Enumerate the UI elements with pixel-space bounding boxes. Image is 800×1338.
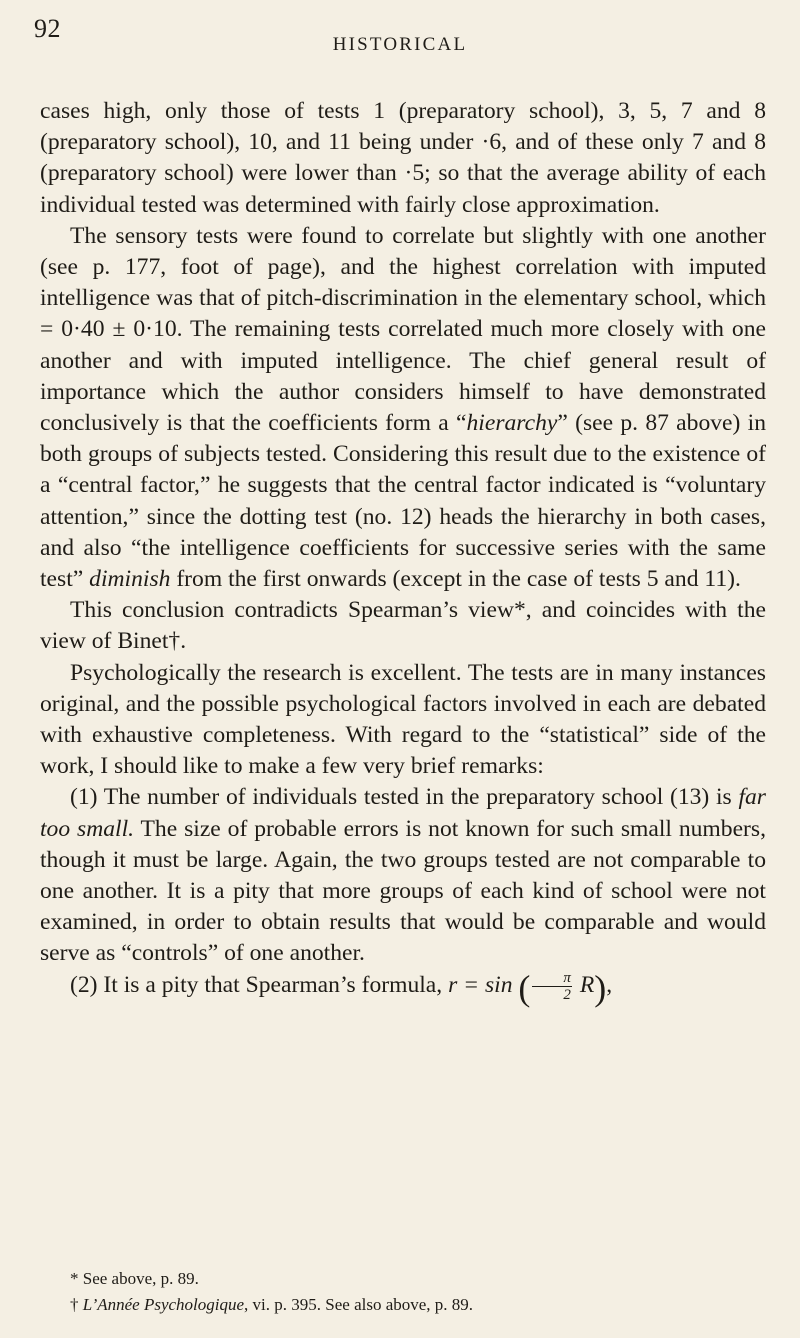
paragraph-6-text: (2) It is a pity that Spearman’s formula,: [70, 971, 449, 998]
footnote-2-mark: †: [70, 1295, 83, 1314]
paragraph-2-part-a: The sensory tests were found to correlate but slightly with one another (see p. 177, foot of page), and the highest correlation with imputed intelligence was that of pitch-discrimination in the elementary school, which = 0·40 ± 0·10. The remaining tests correlated much more closely with one another and with imputed intelligence. The chief general result of importance which the author considers himself to have demonstrated conclusively is that the coefficients form a “: [40, 222, 766, 437]
running-head: HISTORICAL: [332, 34, 468, 55]
footnote-1: * See above, p. 89.: [70, 1269, 199, 1288]
formula-open-paren: (: [518, 967, 531, 1008]
spearman-formula: [448, 967, 607, 1008]
far-too-small-emphasis: far too small.: [40, 784, 766, 842]
body-text: [40, 96, 766, 1008]
fraction-numerator: π: [532, 970, 572, 987]
paragraph-2-part-c: from the first onwards (except in the case of tests 5 and 11).: [170, 566, 741, 593]
paragraph-4: Psychologically the research is excellent. The tests are in many instances original, and the possible psychological factors involved in each are debated with exhaustive completeness. With regard to the “statistical” side of the work, I should like to make a few very brief remarks:: [40, 659, 766, 780]
fraction-denominator: 2: [563, 986, 571, 1003]
paragraph-6: [40, 967, 766, 1008]
formula-trailing-comma: ,: [606, 971, 613, 998]
paragraph-5-part-a: (1) The number of individuals tested in the preparatory school (13) is: [70, 784, 739, 811]
page-number: 92: [34, 14, 61, 43]
hierarchy-emphasis: hierarchy: [466, 410, 558, 437]
formula-lhs: r = sin: [448, 971, 513, 998]
paragraph-5: [40, 782, 766, 969]
paragraph-1: cases high, only those of tests 1 (preparatory school), 3, 5, 7 and 8 (preparatory school), 10, and 11 being under ·6, and of these only 7 and 8 (preparatory school) were lower than ·5; so that the average ability of each individual tested was determined with fairly close approximation.: [40, 98, 766, 218]
footnotes: [70, 1266, 770, 1318]
formula-close-paren: ): [594, 967, 607, 1008]
paragraph-3: This conclusion contradicts Spearman’s view*, and coincides with the view of Binet†.: [40, 597, 766, 655]
footnote-2-title: L’Année Psychologique: [82, 1295, 245, 1314]
footnote-2-rest: , vi. p. 395. See also above, p. 89.: [244, 1295, 474, 1314]
paragraph-2: [40, 221, 766, 595]
formula-variable: R: [579, 971, 595, 998]
formula-fraction: [532, 970, 572, 1003]
paragraph-5-part-b: The size of probable errors is not known for such small numbers, though it must be large. Again, the two groups tested are not comparable to one another. It is a pity that more groups of each kind of school were not examined, in order to obtain results that would be comparable and would serve as “controls” of one another.: [40, 815, 766, 967]
paragraph-2-part-b: ” (see p. 87 above) in both groups of subjects tested. Considering this result due to the existence of a “central factor,” he suggests that the central factor indicated is “voluntary attention,” since the dotting test (no. 12) heads the hierarchy in both cases, and also “the intelligence coefficients for successive series with the same test”: [40, 410, 766, 593]
diminish-emphasis: diminish: [89, 566, 171, 593]
footnote-2: [70, 1292, 770, 1318]
